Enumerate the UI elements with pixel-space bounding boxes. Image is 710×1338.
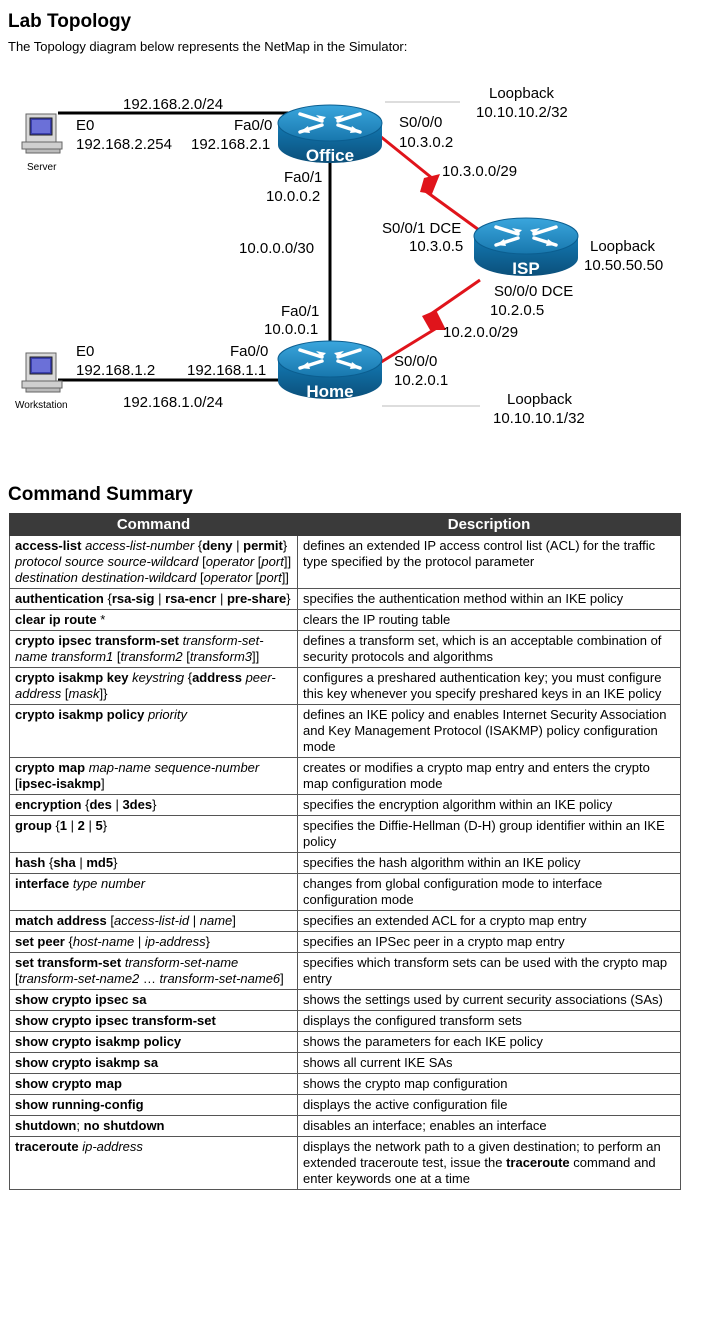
description-cell [298, 1095, 681, 1116]
description-cell [298, 853, 681, 874]
cmd-fragment: [ [252, 570, 260, 585]
cmd-fragment: rsa-sig [111, 591, 155, 606]
router-isp-label: ISP [512, 259, 540, 278]
lab-topology-title: Lab Topology [8, 11, 132, 32]
command-cell [10, 1074, 298, 1095]
desc-fragment: specifies the authentication method within an IKE policy [303, 591, 624, 606]
workstation-label: Workstation [15, 400, 68, 411]
cmd-fragment: } [205, 934, 210, 949]
cmd-fragment: encryption [15, 797, 82, 812]
ws-e0: E0 [76, 343, 95, 360]
cmd-fragment: port [259, 570, 282, 585]
isp-s001-ip: 10.3.0.5 [409, 238, 464, 255]
router-office-label: Office [305, 146, 355, 165]
cmd-fragment: { [184, 670, 193, 685]
cmd-fragment: deny [202, 538, 233, 553]
command-cell [10, 758, 298, 795]
desc-fragment: shows the settings used by current security associations (SAs) [303, 992, 663, 1007]
cmd-fragment: host-name [72, 934, 135, 949]
command-cell [10, 536, 298, 589]
table-row [10, 853, 681, 874]
command-cell [10, 1095, 298, 1116]
table-row [10, 668, 681, 705]
server-ip: 192.168.2.254 [76, 136, 172, 153]
lab-intro-text: The Topology diagram below represents the NetMap in the Simulator: [8, 39, 408, 54]
cmd-fragment: permit [243, 538, 283, 553]
server-e0: E0 [76, 117, 95, 134]
command-cell [10, 610, 298, 631]
router-home-label: Home [306, 382, 354, 401]
cmd-fragment: access-list-number [85, 538, 195, 553]
command-cell [10, 1053, 298, 1074]
server-label: Server [27, 162, 57, 173]
cmd-fragment: pre-share [226, 591, 287, 606]
net-192-168-2: 192.168.2.0/24 [123, 96, 224, 113]
cmd-fragment: { [194, 538, 203, 553]
home-fa00: Fa0/0 [230, 343, 269, 360]
cmd-fragment: | [216, 591, 227, 606]
cmd-fragment: | [134, 934, 145, 949]
desc-fragment: defines an extended IP access control list (ACL) for the traffic type specified by the protocol parameter [303, 538, 656, 569]
net-10-0-0: 10.0.0.0/30 [239, 240, 315, 257]
description-cell [298, 1053, 681, 1074]
office-fa00-ip: 192.168.2.1 [191, 136, 271, 153]
cmd-fragment: des [89, 797, 112, 812]
cmd-fragment: transform2 [120, 649, 183, 664]
command-cell [10, 953, 298, 990]
table-row [10, 705, 681, 758]
table-row [10, 1137, 681, 1190]
desc-fragment: configures a preshared authentication key; you must configure this key whenever you specify preshared keys in an IKE policy [303, 670, 662, 701]
cmd-fragment: ]] [281, 570, 289, 585]
description-cell [298, 953, 681, 990]
net-192-168-1: 192.168.1.0/24 [123, 394, 224, 411]
table-row [10, 1032, 681, 1053]
cmd-fragment: address [192, 670, 242, 685]
table-row [10, 610, 681, 631]
cmd-fragment: { [103, 591, 112, 606]
table-row [10, 1074, 681, 1095]
desc-fragment: clears the IP routing table [303, 612, 451, 627]
description-cell [298, 610, 681, 631]
desc-fragment: shows the parameters for each IKE policy [303, 1034, 543, 1049]
description-cell [298, 1074, 681, 1095]
table-row [10, 874, 681, 911]
ws-ip: 192.168.1.2 [76, 362, 156, 379]
cmd-fragment: show crypto isakmp sa [15, 1055, 159, 1070]
cmd-fragment: group [15, 818, 52, 833]
description-cell [298, 1011, 681, 1032]
command-cell [10, 1137, 298, 1190]
cmd-fragment: | [189, 913, 200, 928]
description-cell [298, 990, 681, 1011]
command-cell [10, 1032, 298, 1053]
command-cell [10, 795, 298, 816]
office-fa01: Fa0/1 [284, 169, 323, 186]
isp-loopback-ip: 10.50.50.50 [584, 257, 664, 274]
router-home [278, 341, 382, 401]
net-10-2-0: 10.2.0.0/29 [443, 324, 519, 341]
table-row [10, 758, 681, 795]
desc-fragment: defines an IKE policy and enables Internet Security Association and Key Management Protocol (ISAKMP) policy configuration mode [303, 707, 667, 754]
cmd-fragment: type number [72, 876, 146, 891]
cmd-fragment: [ [106, 913, 114, 928]
office-s000-ip: 10.3.0.2 [399, 134, 454, 151]
description-cell [298, 874, 681, 911]
cmd-fragment: access-list-id [114, 913, 190, 928]
cmd-fragment: show crypto isakmp policy [15, 1034, 182, 1049]
description-cell [298, 816, 681, 853]
cmd-fragment: ip-address [82, 1139, 143, 1154]
desc-fragment: displays the network path to a given destination; to perform an extended traceroute test, issue the [303, 1139, 661, 1170]
description-cell [298, 758, 681, 795]
desc-fragment: creates or modifies a crypto map entry and enters the crypto map configuration mode [303, 760, 650, 791]
cmd-fragment: } [152, 797, 157, 812]
home-s000: S0/0/0 [394, 353, 438, 370]
cmd-fragment: operator [205, 554, 255, 569]
cmd-fragment: keystring [132, 670, 185, 685]
description-cell [298, 1116, 681, 1137]
net-10-3-0: 10.3.0.0/29 [442, 163, 518, 180]
cmd-fragment: show crypto ipsec transform-set [15, 1013, 216, 1028]
cmd-fragment: ]} [99, 686, 108, 701]
isp-s000: S0/0/0 DCE [494, 283, 574, 300]
cmd-fragment: interface [15, 876, 70, 891]
cmd-fragment: transform3 [189, 649, 253, 664]
office-loopback-ip: 10.10.10.2/32 [476, 104, 568, 121]
cmd-fragment: show crypto ipsec sa [15, 992, 147, 1007]
cmd-fragment: destination destination-wildcard [15, 570, 197, 585]
cmd-fragment: … [139, 971, 160, 986]
cmd-fragment: rsa-encr [165, 591, 217, 606]
home-loopback-ip: 10.10.10.1/32 [493, 410, 585, 427]
cmd-fragment: | [67, 818, 78, 833]
home-fa00-ip: 192.168.1.1 [187, 362, 267, 379]
cmd-fragment: 2 [77, 818, 85, 833]
command-cell [10, 911, 298, 932]
cmd-fragment: sha [53, 855, 76, 870]
cmd-fragment: clear ip route [15, 612, 97, 627]
desc-fragment: shows the crypto map configuration [303, 1076, 508, 1091]
description-cell [298, 668, 681, 705]
cmd-fragment: | [111, 797, 123, 812]
topology-diagram [0, 60, 710, 440]
description-cell [298, 795, 681, 816]
cmd-fragment: crypto isakmp policy [15, 707, 145, 722]
router-isp [474, 218, 578, 278]
cmd-fragment: } [286, 591, 291, 606]
table-row [10, 795, 681, 816]
cmd-fragment: | [154, 591, 166, 606]
cmd-fragment: [ [198, 554, 206, 569]
server-icon [22, 114, 62, 153]
command-cell [10, 705, 298, 758]
desc-fragment: disables an interface; enables an interface [303, 1118, 547, 1133]
cmd-fragment: 5 [95, 818, 103, 833]
cmd-fragment: port [261, 554, 284, 569]
command-cell [10, 631, 298, 668]
cmd-fragment: access-list [15, 538, 82, 553]
command-cell [10, 1116, 298, 1137]
workstation-icon [22, 353, 62, 392]
description-cell [298, 1032, 681, 1053]
cmd-fragment: | [232, 538, 244, 553]
cmd-fragment: ]] [252, 649, 260, 664]
cmd-fragment: crypto isakmp key [15, 670, 129, 685]
desc-fragment: specifies the encryption algorithm within an IKE policy [303, 797, 613, 812]
cmd-fragment: operator [203, 570, 253, 585]
cmd-fragment: set peer [15, 934, 65, 949]
home-fa01: Fa0/1 [281, 303, 320, 320]
cmd-fragment: no shutdown [83, 1118, 165, 1133]
cmd-fragment: protocol source source-wildcard [15, 554, 199, 569]
command-cell [10, 1011, 298, 1032]
table-row [10, 953, 681, 990]
cmd-fragment: } [113, 855, 118, 870]
cmd-fragment: shutdown [15, 1118, 77, 1133]
cmd-fragment: peer-address [15, 670, 276, 701]
desc-fragment: specifies an IPSec peer in a crypto map entry [303, 934, 565, 949]
table-row [10, 911, 681, 932]
desc-fragment: traceroute [506, 1155, 570, 1170]
cmd-fragment: ; [76, 1118, 84, 1133]
home-s000-ip: 10.2.0.1 [394, 372, 449, 389]
table-row [10, 1095, 681, 1116]
office-loopback: Loopback [489, 85, 555, 102]
router-office [278, 105, 382, 165]
cmd-fragment: ] [280, 971, 284, 986]
cmd-fragment: ipsec-isakmp [18, 776, 101, 791]
cmd-fragment: [ [113, 649, 121, 664]
table-row [10, 816, 681, 853]
cmd-fragment: { [51, 818, 60, 833]
desc-fragment: specifies the hash algorithm within an IKE policy [303, 855, 581, 870]
home-loopback: Loopback [507, 391, 573, 408]
cmd-fragment: priority [147, 707, 187, 722]
cmd-fragment: ] [232, 913, 236, 928]
description-cell [298, 589, 681, 610]
description-cell [298, 1137, 681, 1190]
cmd-fragment: hash [15, 855, 46, 870]
table-row [10, 589, 681, 610]
home-fa01-ip: 10.0.0.1 [264, 321, 319, 338]
command-cell [10, 589, 298, 610]
cmd-fragment: crypto ipsec transform-set [15, 633, 179, 648]
command-cell [10, 932, 298, 953]
isp-loopback: Loopback [590, 238, 656, 255]
cmd-fragment: ]] [283, 554, 292, 569]
cmd-fragment: { [64, 934, 73, 949]
desc-fragment: changes from global configuration mode to interface configuration mode [303, 876, 603, 907]
command-cell [10, 816, 298, 853]
cmd-fragment: [ [182, 649, 190, 664]
desc-fragment: specifies the Diffie-Hellman (D-H) group identifier within an IKE policy [303, 818, 665, 849]
table-row [10, 1011, 681, 1032]
cmd-fragment: [ [61, 686, 69, 701]
cmd-fragment: show running-config [15, 1097, 144, 1112]
cmd-fragment: show crypto map [15, 1076, 122, 1091]
cmd-fragment: 1 [59, 818, 68, 833]
desc-fragment: shows all current IKE SAs [303, 1055, 453, 1070]
isp-s000-ip: 10.2.0.5 [490, 302, 545, 319]
cmd-fragment: transform-set-name6 [159, 971, 281, 986]
description-cell [298, 911, 681, 932]
cmd-fragment: [ [254, 554, 262, 569]
cmd-fragment: transform-set-name transform1 [15, 633, 264, 664]
table-row [10, 631, 681, 668]
cmd-fragment: map-name sequence-number [88, 760, 260, 775]
cmd-fragment: transform-set-name2 [18, 971, 140, 986]
description-cell [298, 932, 681, 953]
description-cell [298, 536, 681, 589]
desc-fragment: displays the active configuration file [303, 1097, 508, 1112]
cmd-fragment: mask [68, 686, 100, 701]
description-cell [298, 631, 681, 668]
command-cell [10, 990, 298, 1011]
isp-s001: S0/0/1 DCE [382, 220, 462, 237]
desc-fragment: specifies an extended ACL for a crypto map entry [303, 913, 587, 928]
desc-fragment: specifies which transform sets can be used with the crypto map entry [303, 955, 668, 986]
desc-fragment: command and enter keywords one at a time [303, 1155, 656, 1186]
cmd-fragment: | [84, 818, 96, 833]
column-header-description: Description [298, 514, 681, 536]
cmd-fragment: } [282, 538, 288, 553]
cmd-fragment: { [45, 855, 54, 870]
cmd-fragment: md5 [86, 855, 114, 870]
table-row [10, 990, 681, 1011]
table-row [10, 536, 681, 589]
cmd-fragment: traceroute [15, 1139, 79, 1154]
column-header-command: Command [10, 514, 298, 536]
office-fa00: Fa0/0 [234, 117, 273, 134]
description-cell [298, 705, 681, 758]
cmd-fragment: ip-address [144, 934, 206, 949]
command-cell [10, 874, 298, 911]
table-row [10, 1116, 681, 1137]
cmd-fragment: crypto map [15, 760, 86, 775]
table-row [10, 1053, 681, 1074]
cmd-fragment: transform-set-name [124, 955, 239, 970]
desc-fragment: defines a transform set, which is an acceptable combination of security protocols and algorithms [303, 633, 662, 664]
office-s000: S0/0/0 [399, 114, 443, 131]
cmd-fragment: * [96, 612, 106, 627]
table-header-row [10, 514, 681, 536]
cmd-fragment: authentication [15, 591, 104, 606]
cmd-fragment: match address [15, 913, 107, 928]
serial-bolt-office-isp [420, 174, 440, 194]
cmd-fragment: 3des [122, 797, 153, 812]
cmd-fragment: name [199, 913, 233, 928]
command-cell [10, 668, 298, 705]
cmd-fragment: [ [196, 570, 204, 585]
command-summary-body [10, 536, 681, 1190]
command-cell [10, 853, 298, 874]
cmd-fragment: [ [15, 776, 19, 791]
cmd-fragment: { [81, 797, 90, 812]
cmd-fragment: [ [15, 971, 19, 986]
table-row [10, 932, 681, 953]
command-summary-table [9, 513, 681, 1190]
cmd-fragment: set transform-set [15, 955, 122, 970]
command-summary-title: Command Summary [8, 484, 193, 505]
cmd-fragment: } [102, 818, 108, 833]
cmd-fragment: | [75, 855, 87, 870]
office-fa01-ip: 10.0.0.2 [266, 188, 321, 205]
desc-fragment: displays the configured transform sets [303, 1013, 522, 1028]
cmd-fragment: ] [101, 776, 105, 791]
